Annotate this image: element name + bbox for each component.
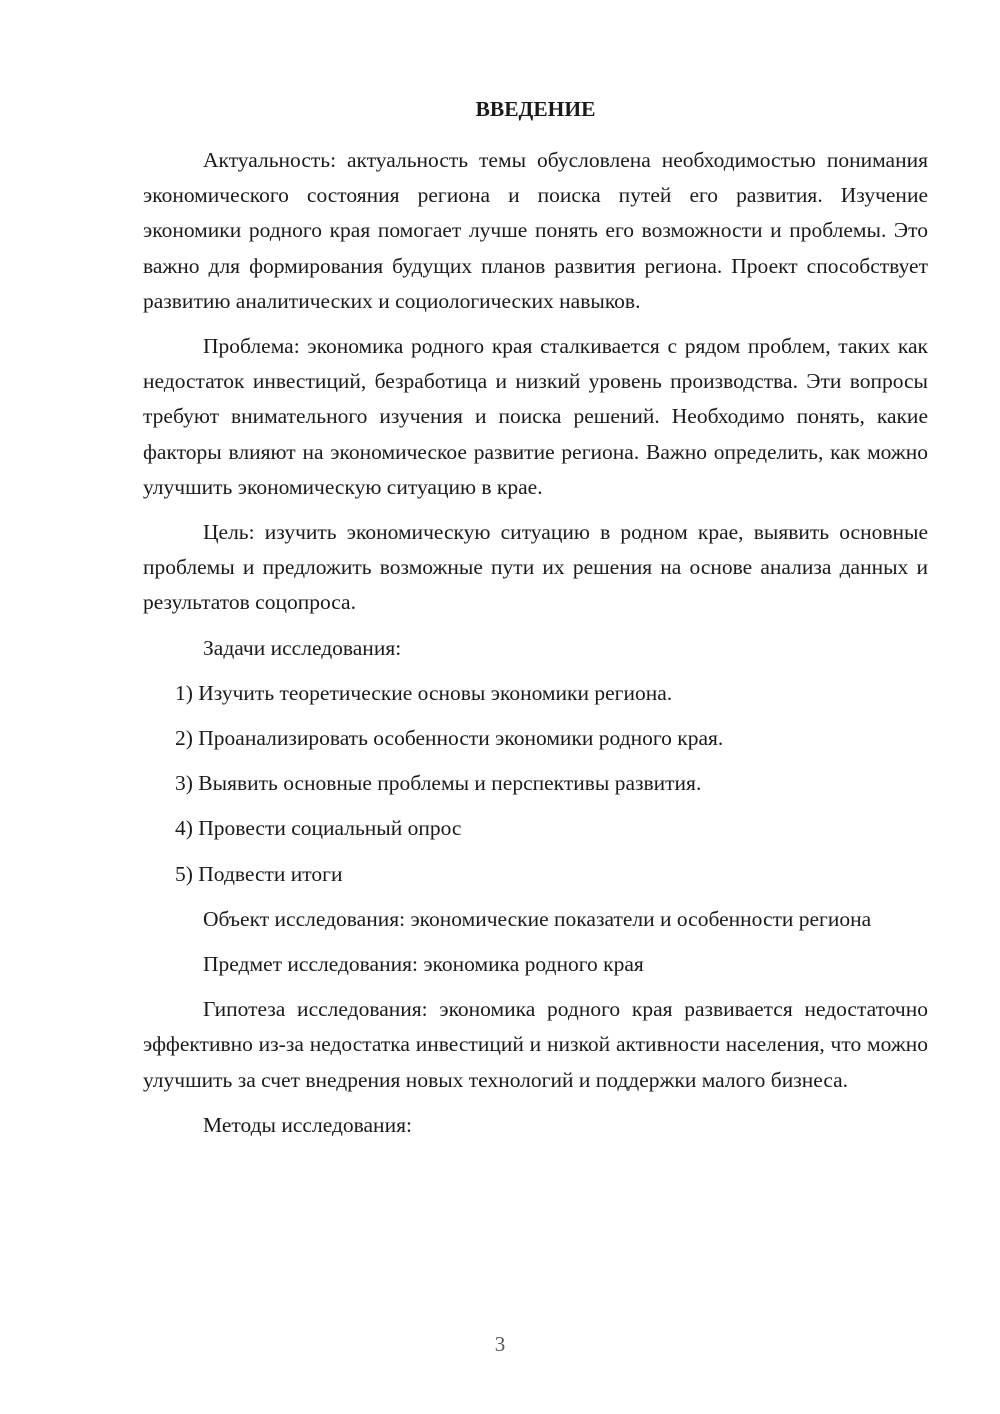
list-item: 4) Провести социальный опрос — [175, 816, 462, 841]
page-title: ВВЕДЕНИЕ — [475, 97, 596, 121]
hypothesis-paragraph: Гипотеза исследования: экономика родного края развивается недостаточно эффективно из-за недостатка инвестиций и низкой активности населения, что можно улучшить за счет внедрения новых технологий и поддержки малого бизнеса. — [143, 997, 928, 1092]
tasks-title: Задачи исследования: — [203, 635, 402, 660]
document-page — [143, 92, 928, 1153]
methods-title: Методы исследования: — [203, 1112, 412, 1137]
goal-paragraph: Цель: изучить экономическую ситуацию в родном крае, выявить основные проблемы и предложить возможные пути их решения на основе анализа данных и результатов соцопроса. — [143, 520, 928, 615]
relevance-paragraph: Актуальность: актуальность темы обусловлена необходимостью понимания экономического состояния региона и поиска путей его развития. Изучение экономики родного края помогает лучше понять его возможности и проблемы. Это важно для формирования будущих планов развития региона. Проект способствует развитию аналитических и социологических навыков. — [143, 148, 928, 313]
subject-paragraph: Предмет исследования: экономика родного края — [203, 952, 644, 977]
tasks-list — [143, 676, 928, 892]
problem-paragraph: Проблема: экономика родного края сталкивается с рядом проблем, таких как недостаток инвестиций, безработица и низкий уровень производства. Эти вопросы требуют внимательного изучения и поиска решений. Необходимо понять, какие факторы влияют на экономическое развитие региона. Важно определить, как можно улучшить экономическую ситуацию в крае. — [143, 334, 928, 499]
list-item: 2) Проанализировать особенности экономики родного края. — [175, 726, 724, 751]
page-number: 3 — [494, 1332, 506, 1356]
list-item: 3) Выявить основные проблемы и перспективы развития. — [175, 771, 702, 796]
list-item: 1) Изучить теоретические основы экономики региона. — [175, 680, 673, 705]
list-item: 5) Подвести итоги — [175, 861, 343, 886]
object-paragraph: Объект исследования: экономические показатели и особенности региона — [203, 906, 872, 931]
